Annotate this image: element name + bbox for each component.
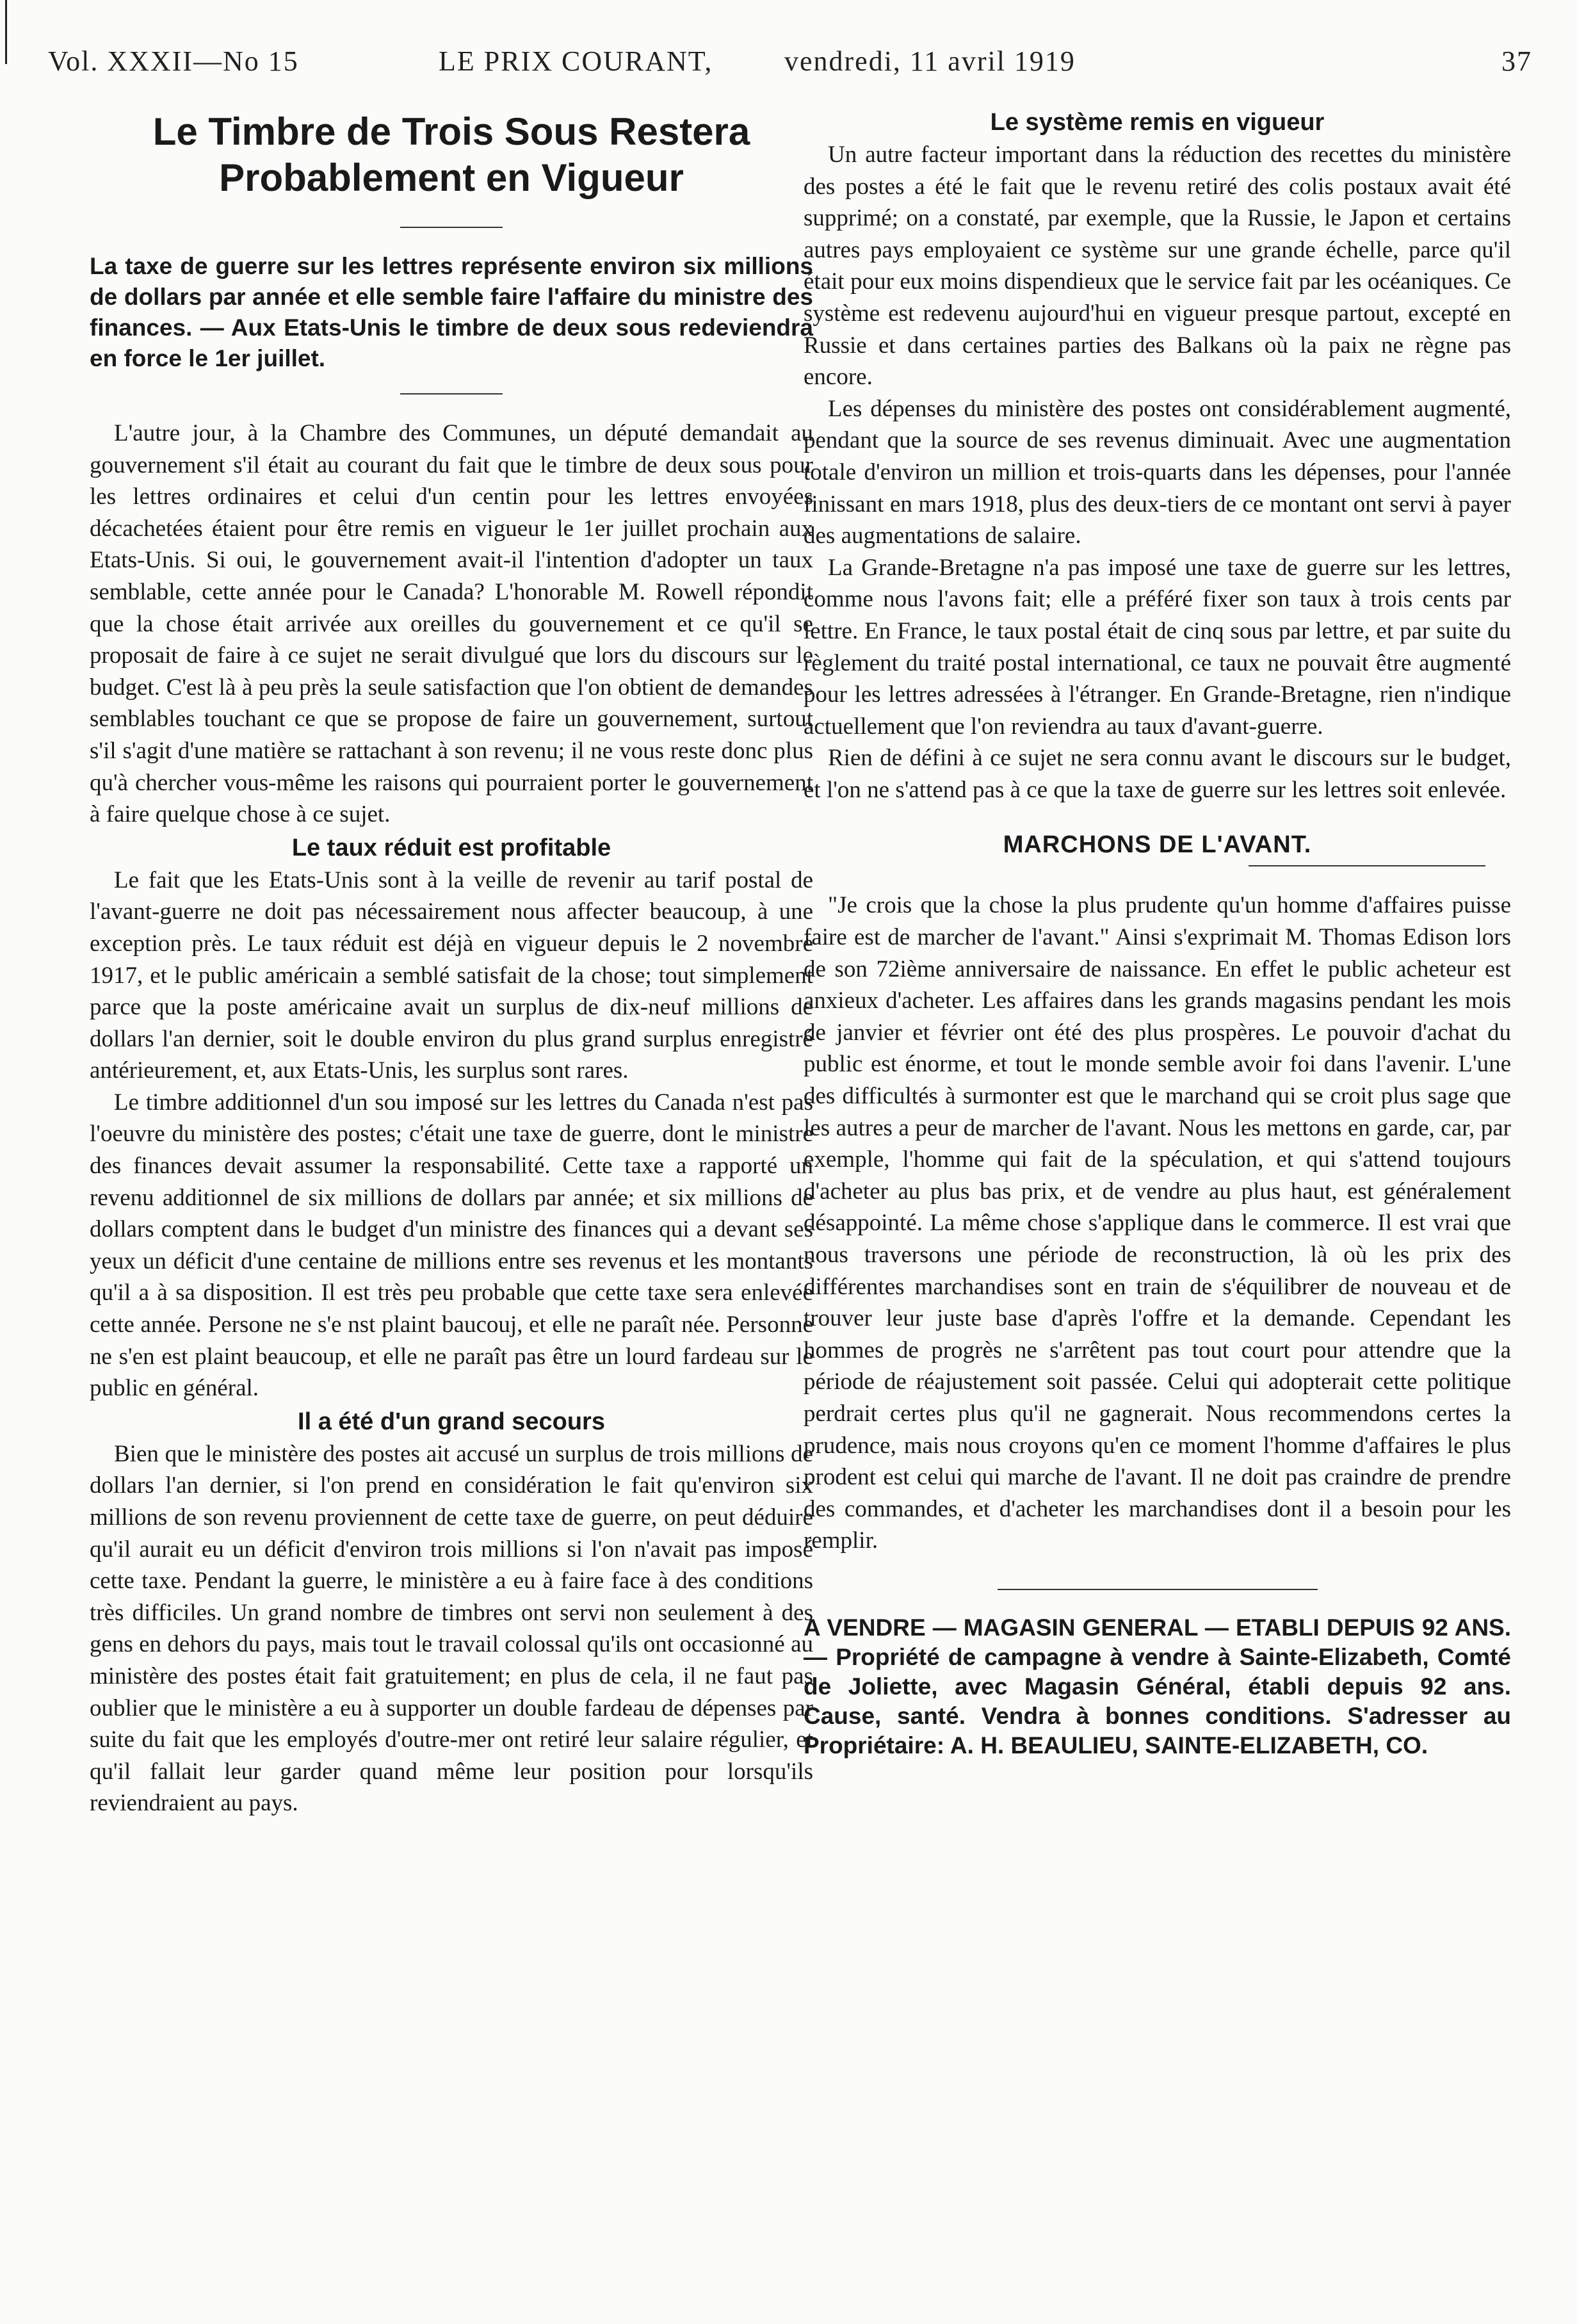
- left-column: [90, 109, 813, 1819]
- title-rule: [400, 227, 503, 228]
- article-title: Le Timbre de Trois Sous Restera Probablement en Vigueur: [152, 110, 750, 199]
- article-deck: La taxe de guerre sur les lettres représente environ six millions de dollars par année et elle semble faire l'affaire du ministre des finances. — Aux Etats-Unis le timbre de deux sous redeviendra en force le 1er juillet.: [90, 253, 813, 371]
- paragraph: La Grande-Bretagne n'a pas imposé une taxe de guerre sur les lettres, comme nous l'avons fait; elle a préféré fixer son taux à trois cents par lettre. En France, le taux postal était de cinq sous par lettre, et par suite du règlement du traité postal international, ce taux ne pouvait être augmenté pour les lettres adressées à l'étranger. En Grande-Bretagne, rien n'indique actuellement que l'on reviendra au taux d'avant-guerre.: [804, 554, 1511, 740]
- paragraph: Le fait que les Etats-Unis sont à la veille de revenir au tarif postal de l'avant-guerre ne doit pas nécessairement nous affecter beaucoup, à une exception près. Le taux réduit est déjà en vigueur depuis le 2 novembre 1917, et le public américain a semblé satisfait de la chose; tout simplement parce que la poste américaine avait un surplus de dix-neuf millions de dollars l'an dernier, soit le double environ du plus grand surplus enregistré antérieurement, et, aux Etats-Unis, les surplus sont rares.: [90, 866, 813, 1084]
- notice-rule: [998, 1589, 1318, 1590]
- classified-notice: A VENDRE — MAGASIN GENERAL — ETABLI DEPUIS 92 ANS. — Propriété de campagne à vendre à Sainte-Elizabeth, Comté de Joliette, avec Magasin Général, établi depuis 92 ans. Cause, santé. Vendra à bonnes conditions. S'adresser au Propriétaire: A. H. BEAULIEU, SAINTE-ELIZABETH, CO.: [804, 1614, 1511, 1759]
- paragraph: Les dépenses du ministère des postes ont considérablement augmenté, pendant que la source de ses revenus diminuait. Avec une augmentation totale d'environ un million et trois-quarts dans les dépenses, pour l'année finissant en mars 1918, plus des deux-tiers de ce montant ont servi à payer des augmentations de salaire.: [804, 395, 1511, 549]
- paragraph: "Je crois que la chose la plus prudente qu'un homme d'affaires puisse faire est de marcher de l'avant." Ainsi s'exprimait M. Thomas Edison lors de son 72ième anniversaire de naissance. En effet le public acheteur est anxieux d'acheter. Les affaires dans les grands magasins pendant les mois de janvier et février ont été des plus prospères. Le pouvoir d'achat du public est énorme, et tout le monde semble avoir foi dans l'avenir. L'une des difficultés à surmonter est que le marchand qui se croit plus sage que les autres a peur de marcher de l'avant. Nous les mettons en garde, car, par exemple, l'homme qui fait de la spéculation, et qui s'attend toujours d'acheter au plus bas prix, et de vendre au plus haut, est généralement désappointé. La même chose s'applique dans le commerce. Il est vrai que nous traversons une période de reconstruction, là où les prix des différentes marchandises sont en train de s'équilibrer de nouveau et de trouver leur juste base d'après l'offre et la demande. Cependant les hommes de progrès ne s'arrêtent pas tout court pour attendre que la période de réajustement soit passée. Celui qui adopterait cette politique perdrait certes plus qu'il ne gagnerait. Nous recommendons certes la prudence, mais nous croyons qu'en ce moment l'homme d'affaires le plus prodent est celui qui marche de l'avant. Il ne doit pas craindre de prendre des commandes, et d'acheter les marchandises dont il a besoin pour les remplir.: [804, 892, 1511, 1554]
- paragraph: Bien que le ministère des postes ait accusé un surplus de trois millions de dollars l'an dernier, si l'on prend en considération le fait qu'environ six millions de son revenu proviennent de cette taxe de guerre, on peut déduire qu'il aurait eu un déficit d'environ trois millions si l'on n'avait pas imposé cette taxe. Pendant la guerre, le ministère a eu à faire face à des conditions très difficiles. Un grand nombre de timbres ont servi non seulement à des gens en dehors du pays, mais tout le travail colossal qu'ils ont occasionné au ministère des postes était fait gratuitement; en plus de cela, il ne faut pas oublier que le ministère a eu à supporter un double fardeau de dépenses par suite du fait que les employés d'outre-mer ont retiré leur salaire régulier, et qu'il fallait leur garder quand même leur position pour lorsqu'ils reviendraient au pays.: [90, 1440, 813, 1817]
- volume-number: Vol. XXXII—No 15: [48, 45, 299, 77]
- scan-edge-mark: [5, 0, 7, 64]
- paragraph: Le timbre additionnel d'un sou imposé sur les lettres du Canada n'est pas l'oeuvre du ministère des postes; c'était une taxe de guerre, dont le ministre des finances devait assumer la responsabilité. Cette taxe a rapporté un revenu additionnel de six millions de dollars par année; et six millions de dollars comptent dans le budget d'un ministre des finances qui a devant ses yeux un déficit d'une centaine de millions entre ses revenus et les montants qu'il a à sa disposition. Il est très peu probable que cette taxe sera enlevée cette année. Persone ne s'e nst plaint baucouj, et elle ne paraît née. Personne ne s'en est plaint beaucoup, et elle ne paraît pas être un lourd fardeau sur le public en général.: [90, 1089, 813, 1402]
- paragraph: L'autre jour, à la Chambre des Communes, un député demandait au gouvernement s'il était au courant du fait que le timbre de deux sous pour les lettres ordinaires et celui d'un centin pour les lettres envoyées décachetées étaient pour être remis en vigueur le 1er juillet prochain aux Etats-Unis. Si oui, le gouvernement avait-il l'intention d'adopter un taux semblable, cette année pour le Canada? L'honorable M. Rowell répondit que la chose était arrivée aux oreilles du gouvernement et ce qu'il se proposait de faire à ce sujet ne serait divulgué que lors du discours sur le budget. C'est là à peu près la seule satisfaction que l'on obtient de demandes semblables touchant ce que se propose de faire un gouvernement, surtout s'il s'agit d'une matière se rattachant à son revenu; il ne vous reste donc plus qu'à chercher vous-même les raisons qui pourraient porter le gouvernement à faire quelque chose à ce sujet.: [90, 420, 813, 828]
- journal-name: LE PRIX COURANT,: [439, 45, 713, 77]
- subheading: Le taux réduit est profitable: [291, 834, 611, 861]
- paragraph: Un autre facteur important dans la réduction des recettes du ministère des postes a été le fait que le revenu retiré des colis postaux avait été supprimé; on a constaté, par exemple, que la Russie, le Japon et certains autres pays employaient ce système sur une grande échelle, parce qu'il était pour eux moins dispendieux que le service fait par les océaniques. Ce système est redevenu aujourd'hui en vigueur presque partout, excepté en Russie et dans certaines parties des Balkans où la paix ne règne pas encore.: [804, 142, 1511, 391]
- subheading: Il a été d'un grand secours: [298, 1408, 605, 1435]
- running-header: [48, 45, 1532, 83]
- right-column: [804, 109, 1511, 1760]
- subheading: Le système remis en vigueur: [990, 109, 1325, 136]
- article-heading: MARCHONS DE L'AVANT.: [1003, 831, 1312, 859]
- page-number: 37: [1501, 45, 1532, 77]
- heading-rule: [1249, 865, 1485, 866]
- deck-rule: [400, 393, 503, 394]
- issue-date: vendredi, 11 avril 1919: [784, 45, 1076, 77]
- paragraph: Rien de défini à ce sujet ne sera connu avant le discours sur le budget, et l'on ne s'attend pas à ce que la taxe de guerre sur les lettres soit enlevée.: [804, 745, 1511, 803]
